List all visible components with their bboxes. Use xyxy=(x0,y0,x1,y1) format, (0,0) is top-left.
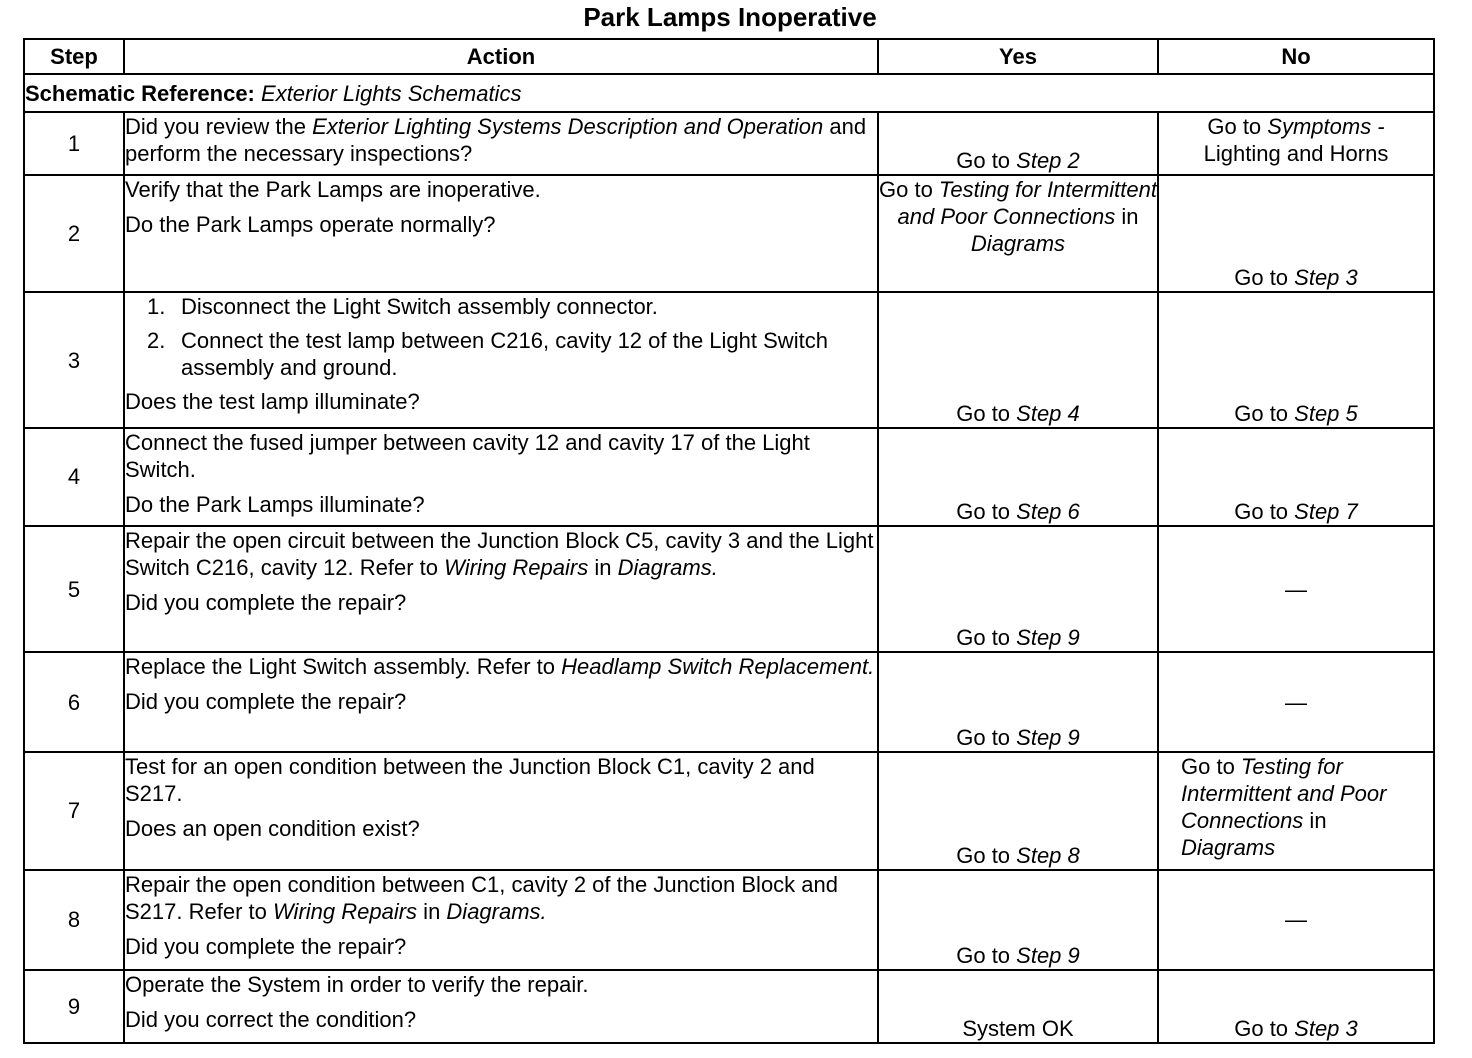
step-yes-result: Go to Testing for Intermittent and Poor Connections in Diagrams xyxy=(878,175,1158,292)
step-no-result: — xyxy=(1158,870,1434,970)
step-row-5 xyxy=(24,526,1434,652)
step-no-result: Go to Symptoms - Lighting and Horns xyxy=(1158,112,1434,175)
step-action: Did you review the Exterior Lighting Systems Description and Operation and perform the necessary inspections? xyxy=(124,112,878,175)
header-yes: Yes xyxy=(878,39,1158,74)
step-row-1 xyxy=(24,112,1434,175)
step-number: 7 xyxy=(24,752,124,869)
step-number: 2 xyxy=(24,175,124,292)
step-no-result: — xyxy=(1158,526,1434,652)
step-number: 5 xyxy=(24,526,124,652)
step-row-4 xyxy=(24,428,1434,526)
step-yes-result: Go to Step 9 xyxy=(878,652,1158,752)
step-no-result: Go to Step 7 xyxy=(1158,428,1434,526)
step-action: Test for an open condition between the Junction Block C1, cavity 2 and S217. Does an open condition exist? xyxy=(124,752,878,869)
page-title: Park Lamps Inoperative xyxy=(583,2,877,32)
step-yes-result: Go to Step 9 xyxy=(878,526,1158,652)
step-action: Replace the Light Switch assembly. Refer to Headlamp Switch Replacement. Did you complete the repair? xyxy=(124,652,878,752)
step-yes-result: System OK xyxy=(878,970,1158,1043)
step-number: 1 xyxy=(24,112,124,175)
step-number: 3 xyxy=(24,292,124,427)
step-action: Repair the open circuit between the Junction Block C5, cavity 3 and the Light Switch C216, cavity 12. Refer to Wiring Repairs in Diagrams. Did you complete the repair? xyxy=(124,526,878,652)
step-row-2 xyxy=(24,175,1434,292)
header-no: No xyxy=(1158,39,1434,74)
step-number: 8 xyxy=(24,870,124,970)
step-action: Verify that the Park Lamps are inoperative. Do the Park Lamps operate normally? xyxy=(124,175,878,292)
schematic-value: Exterior Lights Schematics xyxy=(261,80,522,106)
step-action: Repair the open condition between C1, cavity 2 of the Junction Block and S217. Refer to Wiring Repairs in Diagrams. Did you complete the repair? xyxy=(124,870,878,970)
step-row-7 xyxy=(24,752,1434,869)
step-row-3 xyxy=(24,292,1434,427)
schematic-label: Schematic Reference: xyxy=(25,80,255,106)
step-row-6 xyxy=(24,652,1434,752)
step-action: 1. Disconnect the Light Switch assembly connector. 2. Connect the test lamp between C216, cavity 12 of the Light Switch assembly and ground. Does the test lamp illuminate? xyxy=(124,292,878,427)
step-number: 6 xyxy=(24,652,124,752)
step-no-result: — xyxy=(1158,652,1434,752)
schematic-reference xyxy=(24,74,1434,112)
step-row-8 xyxy=(24,870,1434,970)
step-no-result: Go to Testing for Intermittent and Poor Connections in Diagrams xyxy=(1158,752,1434,869)
step-action: Operate the System in order to verify the repair. Did you correct the condition? xyxy=(124,970,878,1043)
schematic-row xyxy=(24,74,1434,112)
step-yes-result: Go to Step 4 xyxy=(878,292,1158,427)
header-action: Action xyxy=(124,39,878,74)
step-number: 9 xyxy=(24,970,124,1043)
header-row xyxy=(24,39,1434,74)
diagnostic-table xyxy=(23,38,1435,1044)
step-row-9 xyxy=(24,970,1434,1043)
step-no-result: Go to Step 3 xyxy=(1158,970,1434,1043)
step-no-result: Go to Step 3 xyxy=(1158,175,1434,292)
step-yes-result: Go to Step 6 xyxy=(878,428,1158,526)
step-yes-result: Go to Step 9 xyxy=(878,870,1158,970)
header-step: Step xyxy=(24,39,124,74)
step-yes-result: Go to Step 2 xyxy=(878,112,1158,175)
step-yes-result: Go to Step 8 xyxy=(878,752,1158,869)
step-no-result: Go to Step 5 xyxy=(1158,292,1434,427)
step-action: Connect the fused jumper between cavity 12 and cavity 17 of the Light Switch. Do the Park Lamps illuminate? xyxy=(124,428,878,526)
step-number: 4 xyxy=(24,428,124,526)
